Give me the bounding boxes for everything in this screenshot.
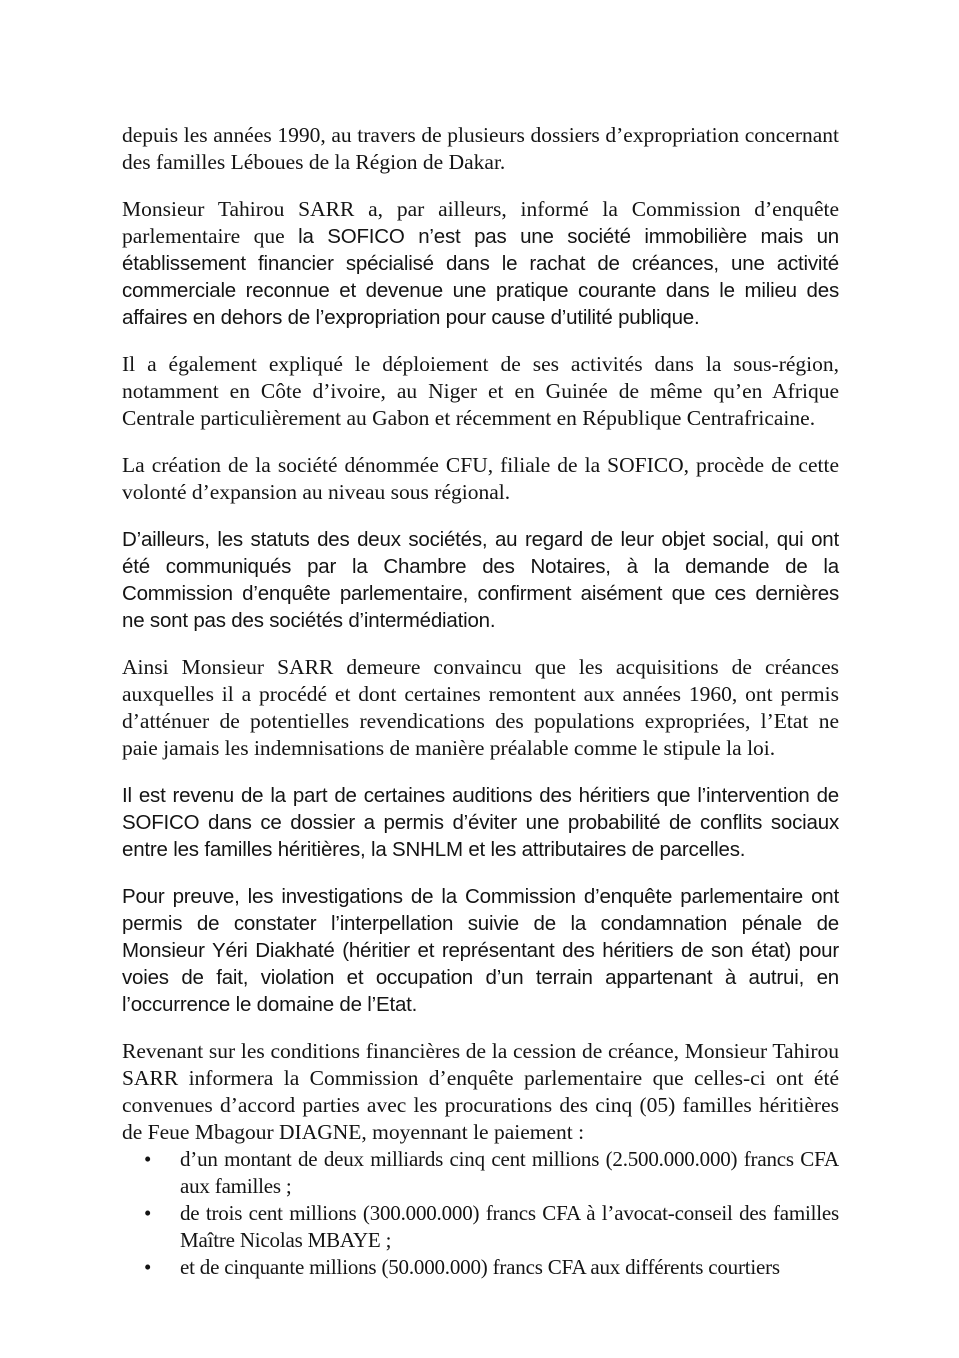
paragraph-statuts-societes: D’ailleurs, les statuts des deux sociétés, au regard de leur objet social, qui ont été communiqués par la Chambre des Notaires, à la demande de la Commission d’enquête parlementaire, confirment aisément que ces dernières ne sont pas des sociétés d’intermédiation. bbox=[122, 528, 839, 632]
paragraph-auditions-heritiers: Il est revenu de la part de certaines auditions des héritiers que l’intervention de SOFICO dans ce dossier a permis d’éviter une probabilité de conflits sociaux entre les familles héritières, la SNHLM et les attributaires de parcelles. bbox=[122, 784, 839, 861]
list-item-payment-lawyer bbox=[122, 1200, 839, 1254]
list-item-text: d’un montant de deux milliards cinq cent millions (2.500.000.000) francs CFA aux familles ; bbox=[180, 1147, 839, 1198]
paragraph-sofico-statement bbox=[122, 196, 839, 331]
bullet-icon: • bbox=[144, 1255, 152, 1279]
list-item-text: et de cinquante millions (50.000.000) francs CFA aux différents courtiers bbox=[180, 1255, 780, 1279]
list-item-text: de trois cent millions (300.000.000) francs CFA à l’avocat-conseil des familles Maître Nicolas MBAYE ; bbox=[180, 1201, 839, 1252]
list-item-payment-families bbox=[122, 1146, 839, 1200]
bullet-icon: • bbox=[144, 1201, 152, 1225]
paragraph-conditions-financieres: Revenant sur les conditions financières de la cession de créance, Monsieur Tahirou SARR informera la Commission d’enquête parlementaire que celles-ci ont été convenues d’accord parties avec les procurations des cinq (05) familles héritières de Feue Mbagour DIAGNE, moyennant le paiement : bbox=[122, 1039, 839, 1144]
paragraph-deploiement-sous-region: Il a également expliqué le déploiement de ses activités dans la sous-région, notamment en Côte d’ivoire, au Niger et en Guinée de même qu’en Afrique Centrale particulièrement au Gabon et récemment en République Centrafricaine. bbox=[122, 352, 839, 430]
bullet-icon: • bbox=[144, 1147, 152, 1171]
paragraph-creation-cfu: La création de la société dénommée CFU, filiale de la SOFICO, procède de cette volonté d’expansion au niveau sous régional. bbox=[122, 453, 839, 504]
paragraph-intro-expropriation: depuis les années 1990, au travers de plusieurs dossiers d’expropriation concernant des familles Léboues de la Région de Dakar. bbox=[122, 123, 839, 174]
paragraph-condamnation-diakhate: Pour preuve, les investigations de la Commission d’enquête parlementaire ont permis de constater l’interpellation suivie de la condamnation pénale de Monsieur Yéri Diakhaté (héritier et représentant des héritiers de son état) pour voies de fait, violation et occupation d’un terrain appartenant à autrui, en l’occurrence le domaine de l’Etat. bbox=[122, 885, 839, 1016]
payment-bullet-list bbox=[122, 1146, 839, 1281]
paragraph-sans-run: la SOFICO n’est pas une société immobilière mais un établissement financier spécialisé dans le rachat de créances, une activité commerciale reconnue et devenue une pratique courante dans le milieu des affaires en dehors de l’expropriation pour cause d’utilité publique. bbox=[122, 225, 839, 329]
paragraph-acquisitions-creances: Ainsi Monsieur SARR demeure convaincu que les acquisitions de créances auxquelles il a procédé et dont certaines remontent aux années 1960, ont permis d’atténuer de potentielles revendications des populations expropriées, l’Etat ne paie jamais les indemnisations de manière préalable comme le stipule la loi. bbox=[122, 655, 839, 760]
paragraph-serif-run: Monsieur Tahirou SARR a, par ailleurs, informé la Commission d’enquête parlementaire que bbox=[122, 197, 839, 248]
list-item-payment-courtiers bbox=[122, 1254, 839, 1281]
